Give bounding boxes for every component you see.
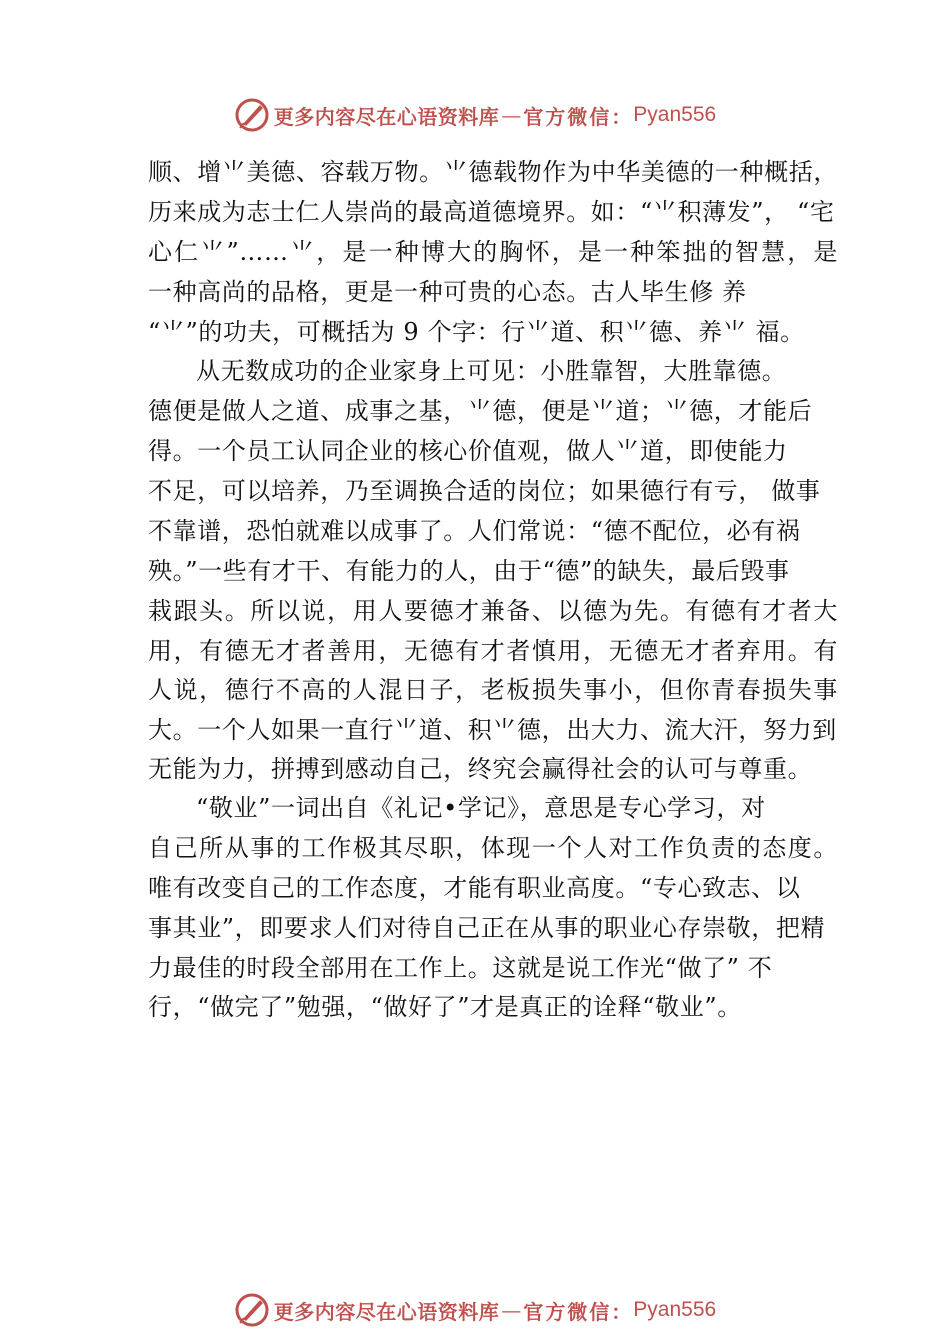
- text-line: 一种高尚的品格，更是一种可贵的心态。古人毕生修 养: [148, 278, 747, 306]
- text-line: 大。一个人如果一直行⺌道、积⺌德，出大力、流大汗，努力到: [148, 716, 837, 744]
- footer-banner: [0, 1290, 950, 1330]
- banner-separator: —: [501, 103, 522, 127]
- banner-main-text: 更多内容尽在心语资料库: [273, 104, 500, 129]
- text-line: 事其业”，即要求人们对待自己正在从事的职业心存崇敬，把精: [148, 914, 826, 942]
- text-line: 顺、增⺌美德、容载万物。⺌德载物作为中华美德的一种概括，: [148, 158, 838, 186]
- quill-logo-icon: [234, 1292, 270, 1328]
- text-line: 不靠谱，恐怕就难以成事了。人们常说：“德不配位，必有祸: [148, 517, 801, 545]
- text-line: 不足，可以培养，乃至调换合适的岗位；如果德行有亏， 做事: [148, 477, 821, 505]
- banner-wechat-id: Pyan556: [633, 1298, 717, 1321]
- banner-wechat-id: Pyan556: [633, 103, 717, 126]
- text-line: 得。一个员工认同企业的核心价值观，做人⺌道，即使能力: [148, 437, 788, 465]
- text-line: 力最佳的时段全部用在工作上。这就是说工作光“做了” 不: [148, 954, 773, 982]
- text-line: 心仁⺌”……⺌，是一种博大的胸怀，是一种笨拙的智慧，是: [148, 238, 838, 266]
- quill-logo-icon: [234, 97, 270, 133]
- banner-main-text: 更多内容尽在心语资料库: [273, 1299, 500, 1324]
- paragraph-start-line: “敬业”一词出自《礼记•学记》，意思是专心学习，对: [196, 794, 766, 822]
- banner-wechat-label: 官方微信：: [523, 1299, 634, 1324]
- banner-wechat-label: 官方微信：: [523, 104, 634, 129]
- text-line: 行，“做完了”勉强，“做好了”才是真正的诠释“敬业”。: [148, 993, 742, 1021]
- text-line: 历来成为志士仁人崇尚的最高道德境界。如：“⺌积薄发”， “宅: [148, 198, 835, 226]
- paragraph-start-line: 从无数成功的企业家身上可见：小胜靠智，大胜靠德。: [196, 357, 787, 385]
- text-line: 唯有改变自己的工作态度，才能有职业高度。“专心致志、以: [148, 874, 801, 902]
- banner-separator: —: [501, 1298, 522, 1322]
- text-line: 栽跟头。所以说，用人要德才兼备、以德为先。有德有才者大: [148, 597, 838, 625]
- header-banner: [0, 95, 950, 135]
- text-line: “⺌”的功夫，可概括为 9 个字：行⺌道、积⺌德、养⺌ 福。: [148, 318, 805, 346]
- text-line: 自己所从事的工作极其尽职，体现一个人对工作负责的态度。: [148, 834, 838, 862]
- text-line: 人说，德行不高的人混日子，老板损失事小，但你青春损失事: [148, 676, 838, 704]
- text-line: 德便是做人之道、成事之基，⺌德，便是⺌道；⺌德，才能后: [148, 397, 813, 425]
- text-line: 殃。”一些有才干、有能力的人，由于“德”的缺失，最后毁事: [148, 557, 790, 585]
- text-line: 无能为力，拼搏到感动自己，终究会赢得社会的认可与尊重。: [148, 755, 813, 783]
- text-line: 用，有德无才者善用，无德有才者慎用，无德无才者弃用。有: [148, 637, 838, 665]
